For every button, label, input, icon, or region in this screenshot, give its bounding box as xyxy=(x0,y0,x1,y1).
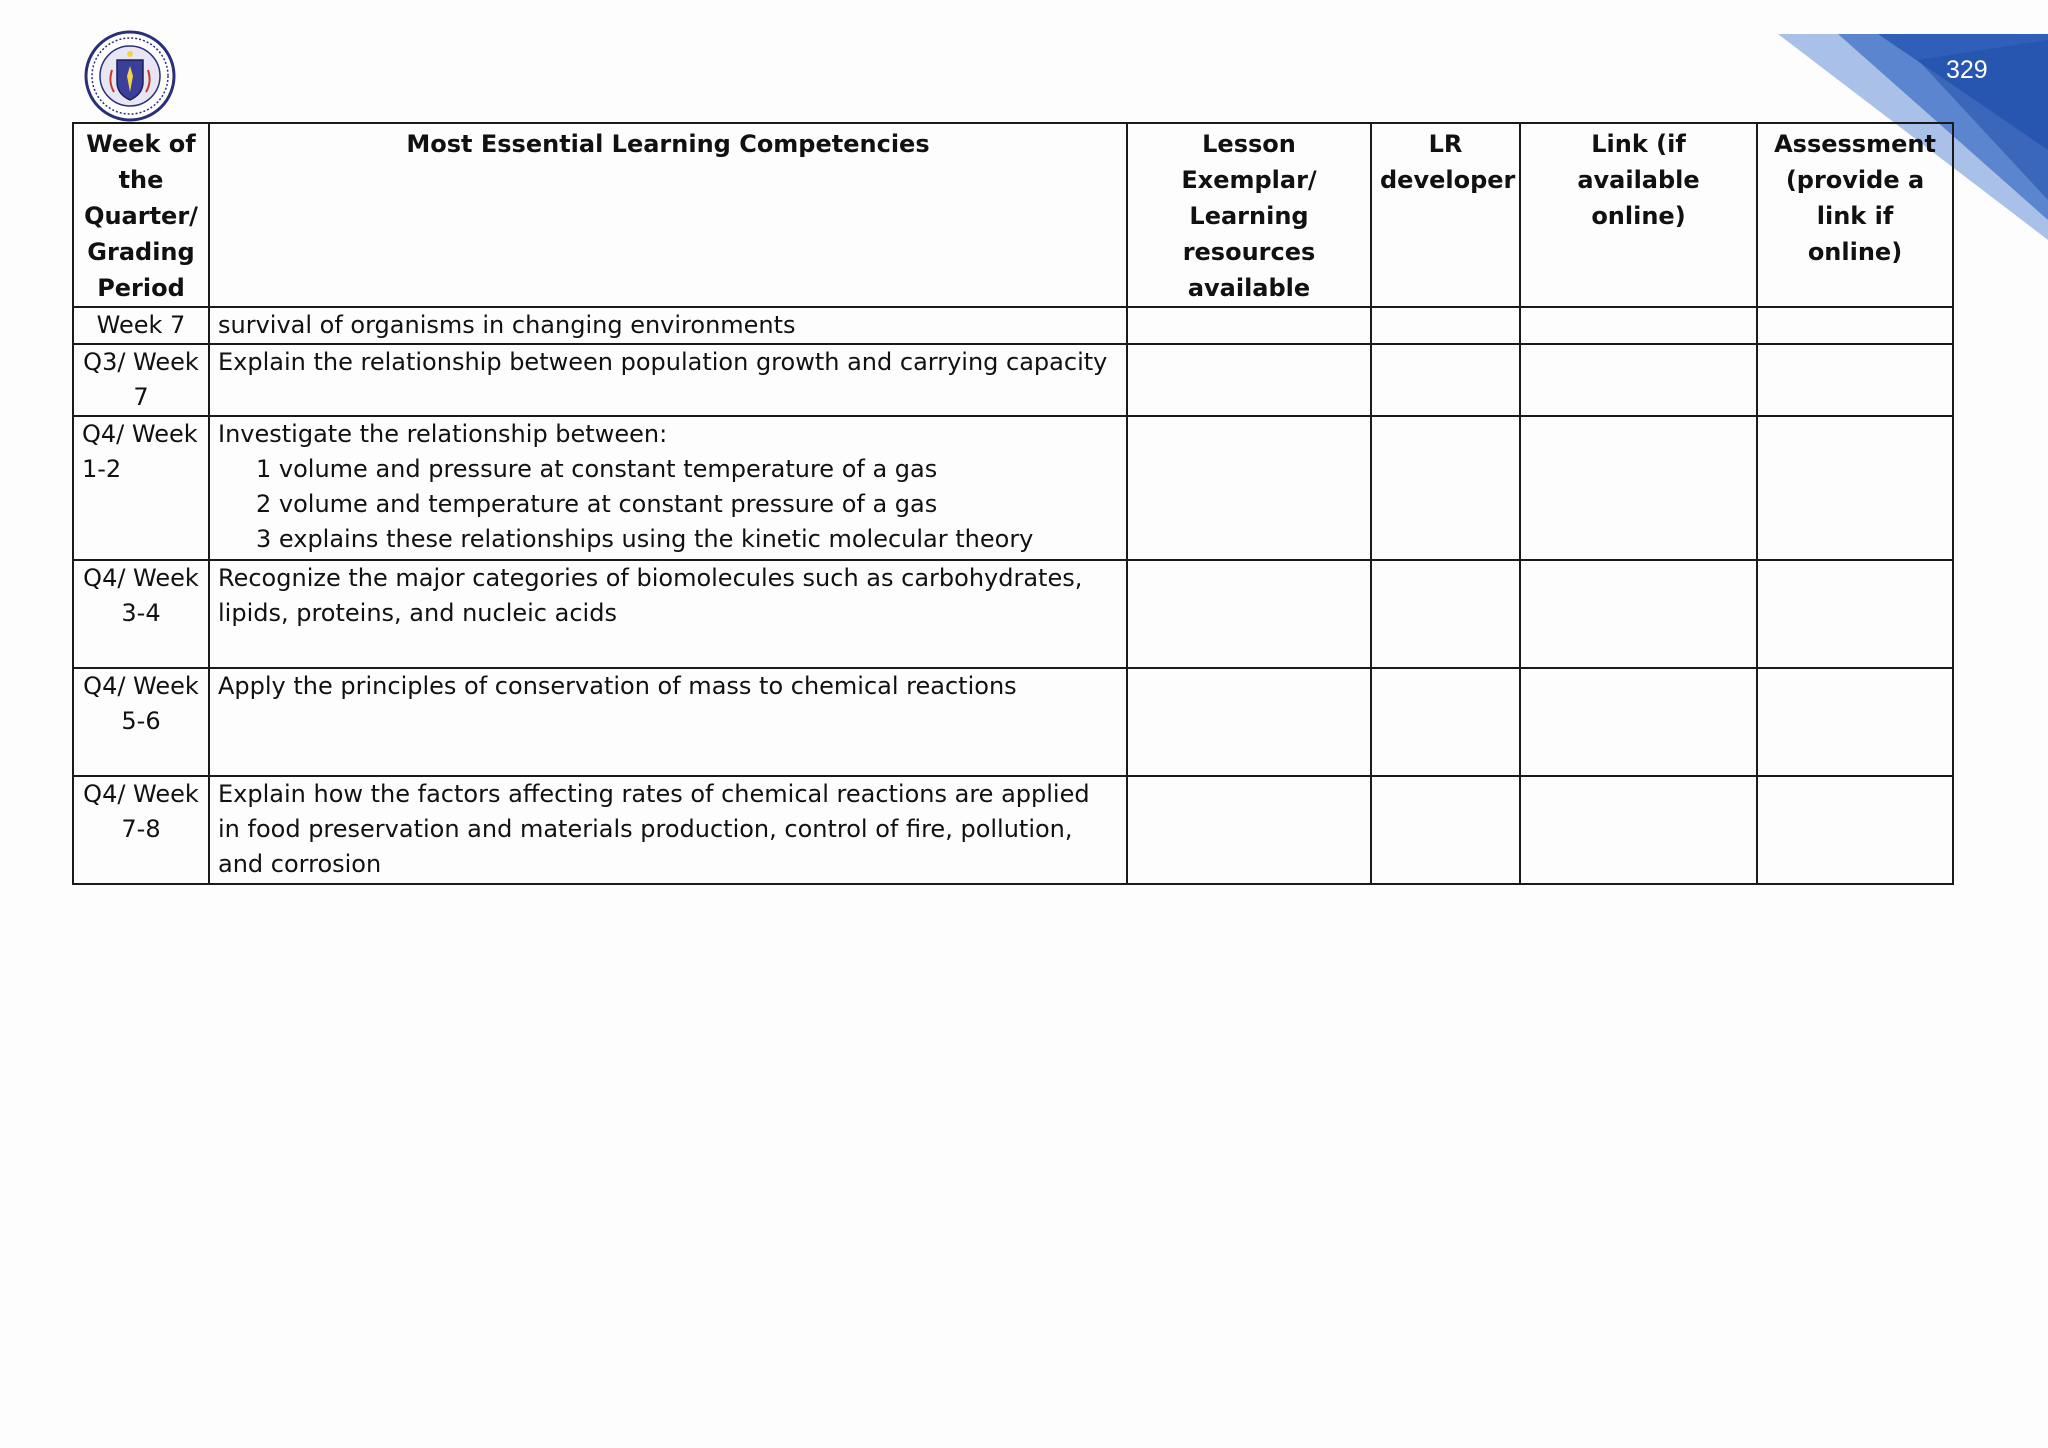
lesson-cell xyxy=(1127,668,1371,776)
week-cell: Q4/ Week 3-4 xyxy=(73,560,209,668)
assessment-cell xyxy=(1757,344,1953,416)
link-cell xyxy=(1520,668,1757,776)
competency-subitem: 1 volume and pressure at constant temperature of a gas xyxy=(256,455,938,483)
link-cell xyxy=(1520,560,1757,668)
header-competencies: Most Essential Learning Competencies xyxy=(209,123,1127,307)
lr-developer-cell xyxy=(1371,560,1520,668)
assessment-cell xyxy=(1757,416,1953,560)
lr-developer-cell xyxy=(1371,344,1520,416)
week-cell: Q4/ Week 7-8 xyxy=(73,776,209,884)
table-row xyxy=(73,560,1953,668)
table-row xyxy=(73,776,1953,884)
lr-developer-cell xyxy=(1371,776,1520,884)
assessment-cell xyxy=(1757,560,1953,668)
assessment-cell xyxy=(1757,668,1953,776)
week-cell: Q3/ Week 7 xyxy=(73,344,209,416)
lesson-cell xyxy=(1127,776,1371,884)
lesson-cell xyxy=(1127,416,1371,560)
table-header-row xyxy=(73,123,1953,307)
table-row xyxy=(73,668,1953,776)
assessment-cell xyxy=(1757,776,1953,884)
week-cell: Week 7 xyxy=(73,307,209,344)
lesson-cell xyxy=(1127,344,1371,416)
lesson-cell xyxy=(1127,560,1371,668)
competency-cell: Explain the relationship between population growth and carrying capacity xyxy=(209,344,1127,416)
week-cell: Q4/ Week 1-2 xyxy=(73,416,209,560)
link-cell xyxy=(1520,307,1757,344)
competency-cell: survival of organisms in changing environments xyxy=(209,307,1127,344)
lr-developer-cell xyxy=(1371,668,1520,776)
deped-seal-icon xyxy=(84,30,176,122)
competency-cell: Apply the principles of conservation of mass to chemical reactions xyxy=(209,668,1127,776)
assessment-cell xyxy=(1757,307,1953,344)
lr-developer-cell xyxy=(1371,307,1520,344)
competency-intro: Investigate the relationship between: xyxy=(218,420,668,448)
link-cell xyxy=(1520,416,1757,560)
competency-subitem: 3 explains these relationships using the kinetic molecular theory xyxy=(256,525,1034,553)
lr-developer-cell xyxy=(1371,416,1520,560)
page-number: 329 xyxy=(1946,56,1988,84)
table-row xyxy=(73,307,1953,344)
header-lesson-exemplar: Lesson Exemplar/ Learning resources available xyxy=(1127,123,1371,307)
competency-cell: Explain how the factors affecting rates of chemical reactions are applied in food preservation and materials production, control of fire, pollution, and corrosion xyxy=(209,776,1127,884)
header-week: Week of the Quarter/ Grading Period xyxy=(73,123,209,307)
competency-cell xyxy=(209,416,1127,560)
header-assessment: Assessment (provide a link if online) xyxy=(1757,123,1953,307)
competency-cell: Recognize the major categories of biomolecules such as carbohydrates, lipids, proteins, and nucleic acids xyxy=(209,560,1127,668)
competencies-table xyxy=(72,122,1954,885)
competency-subitem: 2 volume and temperature at constant pressure of a gas xyxy=(256,490,938,518)
lesson-cell xyxy=(1127,307,1371,344)
table-row xyxy=(73,416,1953,560)
link-cell xyxy=(1520,344,1757,416)
week-cell: Q4/ Week 5-6 xyxy=(73,668,209,776)
link-cell xyxy=(1520,776,1757,884)
header-link: Link (if available online) xyxy=(1520,123,1757,307)
header-lr-developer: LR developer xyxy=(1371,123,1520,307)
table-row xyxy=(73,344,1953,416)
